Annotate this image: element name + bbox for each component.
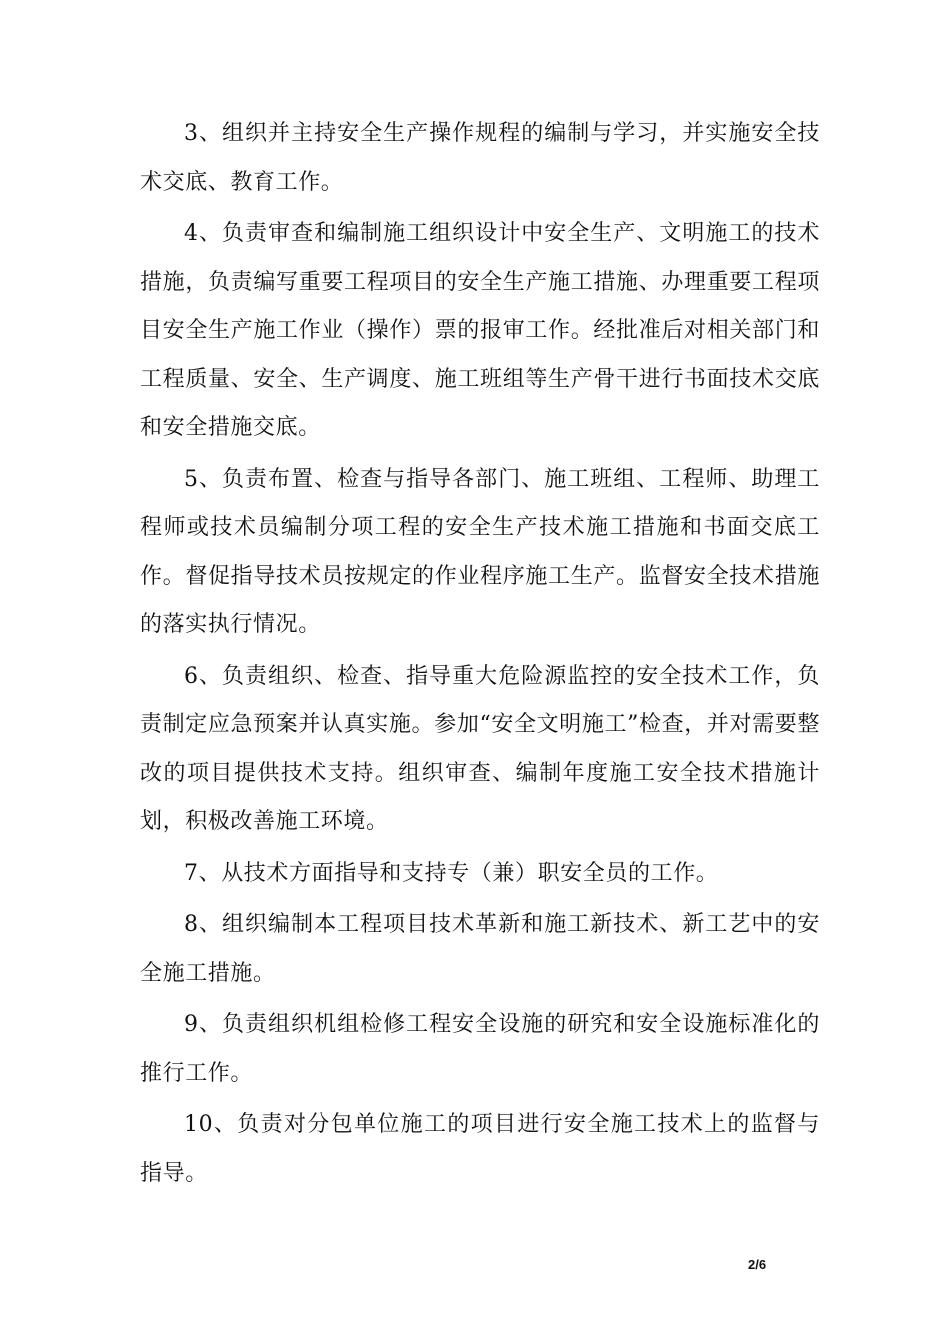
paragraph-item-6: 6、负责组织、检查、指导重大危险源监控的安全技术工作，负责制定应急预案并认真实施。参加“安全文明施工”检查，并对需要整改的项目提供技术支持。组织审查、编制年度施工安全技术措施计划，积极改善施工环境。 (140, 663, 820, 834)
paragraph-item-3: 3、组织并主持安全生产操作规程的编制与学习，并实施安全技术交底、教育工作。 (140, 121, 820, 195)
paragraph-item-10: 10、负责对分包单位施工的项目进行安全施工技术上的监督与指导。 (140, 1112, 820, 1186)
paragraph-item-4: 4、负责审查和编制施工组织设计中安全生产、文明施工的技术措施，负责编写重要工程项目的安全生产施工措施、办理重要工程项目安全生产施工作业（操作）票的报审工作。经批准后对相关部门和工程质量、安全、生产调度、施工班组等生产骨干进行书面技术交底和安全措施交底。 (140, 221, 820, 440)
document-body (140, 110, 820, 1201)
paragraph-item-5: 5、负责布置、检查与指导各部门、施工班组、工程师、助理工程师或技术员编制分项工程的安全生产技术施工措施和书面交底工作。督促指导技术员按规定的作业程序施工生产。监督安全技术措施的落实执行情况。 (140, 466, 820, 637)
paragraph-item-8: 8、组织编制本工程项目技术革新和施工新技术、新工艺中的安全施工措施。 (140, 912, 820, 986)
paragraph-item-9: 9、负责组织机组检修工程安全设施的研究和安全设施标准化的推行工作。 (140, 1012, 820, 1086)
page-number: 2/6 (748, 1257, 767, 1272)
paragraph-item-7: 7、从技术方面指导和支持专（兼）职安全员的工作。 (184, 860, 719, 886)
